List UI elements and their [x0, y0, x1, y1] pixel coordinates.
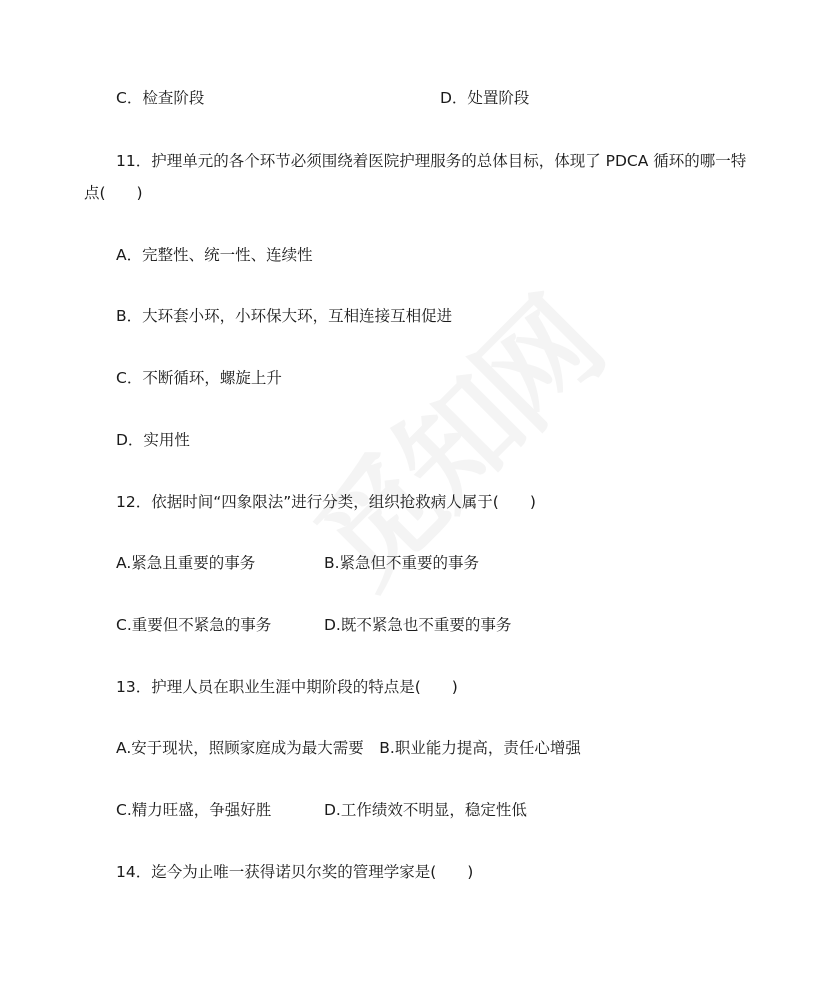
q12-stem: 12．依据时间“四象限法”进行分类，组织抢救病人属于( ): [116, 493, 536, 511]
q11-stem-line-2: 点( ): [84, 184, 143, 202]
q10-option-c: C．检查阶段: [116, 89, 205, 107]
q12-option-b: B.紧急但不重要的事务: [324, 554, 480, 572]
q11-option-a: A．完整性、统一性、连续性: [116, 246, 313, 264]
q11-option-b: B．大环套小环，小环保大环，互相连接互相促进: [116, 307, 453, 325]
q13-option-a-b: A.安于现状，照顾家庭成为最大需要 B.职业能力提高，责任心增强: [116, 739, 581, 757]
q11-stem-line-1: 11．护理单元的各个环节必须围绕着医院护理服务的总体目标，体现了 PDCA 循环的哪一特: [116, 152, 747, 170]
q12-option-c: C.重要但不紧急的事务: [116, 616, 272, 634]
q11-option-c: C．不断循环，螺旋上升: [116, 369, 282, 387]
q13-option-c: C.精力旺盛，争强好胜: [116, 801, 272, 819]
q11-option-d: D．实用性: [116, 431, 190, 449]
q12-option-d: D.既不紧急也不重要的事务: [324, 616, 512, 634]
q14-stem: 14．迄今为止唯一获得诺贝尔奖的管理学家是( ): [116, 863, 474, 881]
q12-option-a: A.紧急且重要的事务: [116, 554, 256, 572]
q13-stem: 13．护理人员在职业生涯中期阶段的特点是( ): [116, 678, 458, 696]
q13-option-d: D.工作绩效不明显，稳定性低: [324, 801, 527, 819]
q10-option-d: D．处置阶段: [440, 89, 530, 107]
